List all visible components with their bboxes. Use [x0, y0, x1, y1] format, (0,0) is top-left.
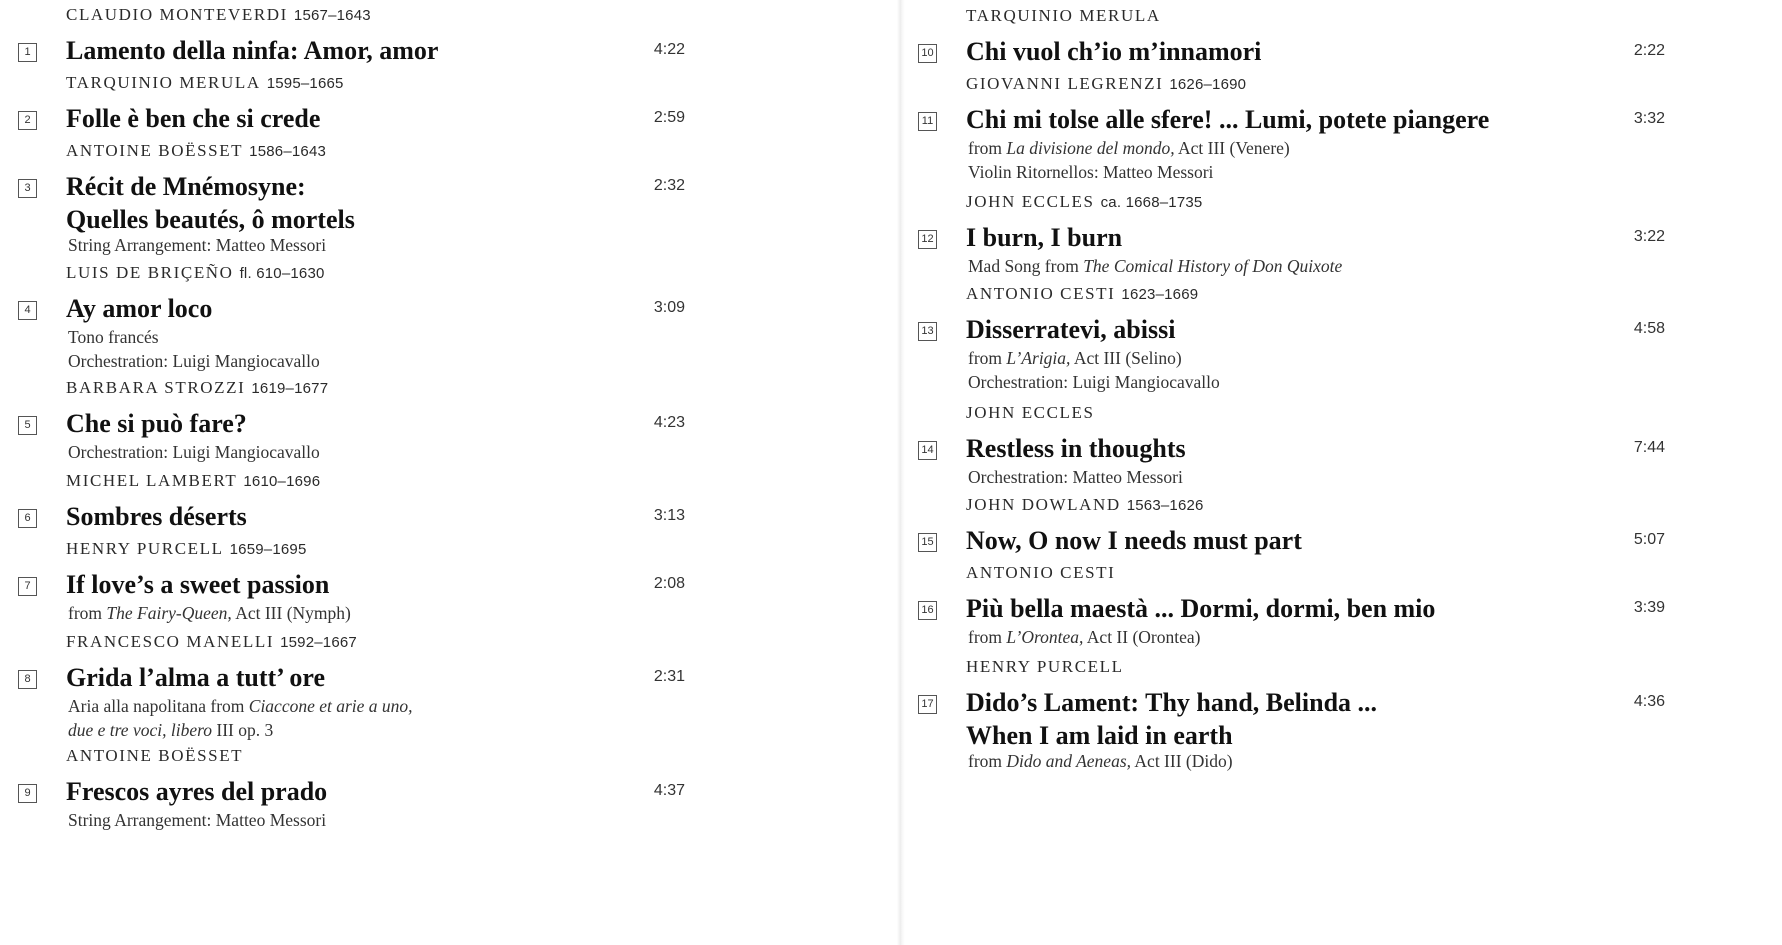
- note-text: from: [968, 138, 1007, 158]
- track-number-box: 2: [18, 111, 37, 130]
- track-number-box: 13: [918, 322, 937, 341]
- track-note: [68, 349, 320, 374]
- track-title-line: Sombres déserts: [66, 502, 247, 531]
- composer-name: [66, 539, 307, 559]
- track-duration: 2:08: [653, 575, 685, 592]
- track-title: [966, 432, 1186, 465]
- track-number-box: 15: [918, 533, 937, 552]
- track-title-line: Lamento della ninfa: Amor, amor: [66, 36, 439, 65]
- composer-dates: 1659–1695: [229, 541, 307, 558]
- composer-name: [966, 495, 1204, 515]
- track-title: [66, 500, 247, 533]
- track-number-box: 6: [18, 509, 37, 528]
- track-title-line: Che si può fare?: [66, 409, 247, 438]
- note-work-title: The Fairy-Queen,: [106, 603, 232, 623]
- track-note: [68, 718, 273, 743]
- track-title: [966, 35, 1261, 68]
- track-title-line: When I am laid in earth: [966, 721, 1233, 750]
- note-text: Mad Song from: [968, 256, 1084, 276]
- track-number-box: 8: [18, 670, 37, 689]
- track-duration: 4:23: [653, 414, 685, 431]
- composer-dates: 1595–1665: [266, 75, 344, 92]
- track-duration: 3:39: [1633, 599, 1665, 616]
- composer-name: [66, 632, 357, 652]
- composer-dates: 1626–1690: [1169, 76, 1247, 93]
- track-note: [968, 160, 1213, 185]
- track-duration: 7:44: [1633, 439, 1665, 456]
- composer-label: HENRY PURCELL: [66, 539, 224, 558]
- composer-dates: 1619–1677: [251, 380, 329, 397]
- track-note: [68, 808, 326, 833]
- composer-label: ANTONIO CESTI: [966, 563, 1116, 582]
- note-text: Orchestration: Matteo Messori: [968, 467, 1183, 487]
- track-note: [968, 254, 1342, 279]
- track-title: [66, 775, 327, 808]
- track-number-box: 10: [918, 44, 937, 63]
- note-text: Act III (Selino): [1070, 348, 1182, 368]
- track-duration: 4:58: [1633, 320, 1665, 337]
- note-text: from: [968, 627, 1007, 647]
- note-work-title: Dido and Aeneas,: [1006, 751, 1131, 771]
- composer-dates: 1610–1696: [243, 473, 321, 490]
- track-note: [68, 233, 326, 258]
- track-title-line: Folle è ben che si crede: [66, 104, 321, 133]
- track-number-box: 3: [18, 179, 37, 198]
- track-title-line: Disserratevi, abissi: [966, 315, 1176, 344]
- track-title-line: Più bella maestà ... Dormi, dormi, ben mio: [966, 594, 1436, 623]
- track-note: [68, 440, 320, 465]
- composer-dates: 1586–1643: [249, 143, 327, 160]
- composer-name: [966, 6, 1161, 26]
- note-text: from: [968, 751, 1007, 771]
- track-note: [68, 694, 413, 719]
- note-text: Orchestration: Luigi Mangiocavallo: [68, 442, 320, 462]
- composer-label: GIOVANNI LEGRENZI: [966, 74, 1164, 93]
- track-title: [966, 221, 1122, 254]
- composer-name: [966, 403, 1095, 423]
- track-note: [968, 625, 1200, 650]
- track-title: [966, 524, 1302, 557]
- composer-dates: 1623–1669: [1121, 286, 1199, 303]
- track-duration: 3:32: [1633, 110, 1665, 127]
- composer-label: ANTOINE BOËSSET: [66, 141, 244, 160]
- composer-label: ANTOINE BOËSSET: [66, 746, 244, 765]
- composer-label: CLAUDIO MONTEVERDI: [66, 5, 288, 24]
- track-title: [66, 407, 247, 440]
- composer-label: MICHEL LAMBERT: [66, 471, 238, 490]
- track-duration: 3:13: [653, 507, 685, 524]
- track-title-line: Récit de Mnémosyne:: [66, 172, 306, 201]
- composer-name: [66, 471, 320, 491]
- track-title: [66, 170, 355, 236]
- track-duration: 2:32: [653, 177, 685, 194]
- composer-name: [966, 192, 1202, 212]
- note-text: Act III (Venere): [1174, 138, 1290, 158]
- track-title: [66, 34, 438, 67]
- track-number-box: 5: [18, 416, 37, 435]
- composer-name: [66, 73, 344, 93]
- track-title: [66, 102, 320, 135]
- composer-label: FRANCESCO MANELLI: [66, 632, 275, 651]
- track-number-box: 7: [18, 577, 37, 596]
- note-text: Act III (Dido): [1131, 751, 1233, 771]
- note-text: III op. 3: [212, 720, 274, 740]
- track-number-box: 16: [918, 601, 937, 620]
- track-title-line: Ay amor loco: [66, 294, 213, 323]
- track-title-line: Frescos ayres del prado: [66, 777, 328, 806]
- track-duration: 2:22: [1633, 42, 1665, 59]
- track-number-box: 17: [918, 695, 937, 714]
- note-text: Orchestration: Luigi Mangiocavallo: [968, 372, 1220, 392]
- note-work-title: due e tre voci, libero: [68, 720, 212, 740]
- track-title-line: Dido’s Lament: Thy hand, Belinda ...: [966, 688, 1378, 717]
- track-number-box: 4: [18, 301, 37, 320]
- track-duration: 3:22: [1633, 228, 1665, 245]
- track-duration: 4:37: [653, 782, 685, 799]
- track-title-line: I burn, I burn: [966, 223, 1123, 252]
- track-duration: 4:22: [653, 41, 685, 58]
- track-title: [966, 103, 1489, 136]
- track-title: [966, 686, 1377, 752]
- note-text: from: [68, 603, 107, 623]
- track-title-line: Grida l’alma a tutt’ ore: [66, 663, 325, 692]
- composer-name: [966, 657, 1124, 677]
- composer-label: LUIS DE BRIÇEÑO: [66, 263, 234, 282]
- composer-name: [66, 141, 326, 161]
- note-text: Act III (Nymph): [231, 603, 351, 623]
- track-number-box: 9: [18, 784, 37, 803]
- track-number-box: 14: [918, 441, 937, 460]
- composer-dates: 1592–1667: [280, 634, 357, 651]
- track-title: [66, 292, 212, 325]
- composer-name: [966, 74, 1246, 94]
- note-text: String Arrangement: Matteo Messori: [68, 810, 327, 830]
- track-title-line: If love’s a sweet passion: [66, 570, 330, 599]
- composer-dates: ca. 1668–1735: [1100, 194, 1203, 211]
- note-text: Orchestration: Luigi Mangiocavallo: [68, 351, 320, 371]
- track-note: [68, 325, 159, 350]
- composer-name: [66, 746, 243, 766]
- composer-label: JOHN DOWLAND: [966, 495, 1121, 514]
- tracklist-left-column: [0, 0, 830, 945]
- composer-name: [66, 5, 371, 25]
- note-text: Aria alla napolitana from: [68, 696, 249, 716]
- note-work-title: La divisione del mondo,: [1006, 138, 1175, 158]
- composer-label: JOHN ECCLES: [966, 403, 1095, 422]
- note-work-title: L’Orontea,: [1006, 627, 1084, 647]
- track-note: [68, 601, 351, 626]
- note-work-title: L’Arigia,: [1006, 348, 1071, 368]
- note-text: from: [968, 348, 1007, 368]
- note-work-title: The Comical History of Don Quixote: [1083, 256, 1343, 276]
- track-duration: 4:36: [1633, 693, 1665, 710]
- composer-dates: fl. 610–1630: [239, 265, 325, 282]
- track-duration: 3:09: [653, 299, 685, 316]
- composer-dates: 1567–1643: [293, 7, 371, 24]
- track-duration: 2:31: [653, 668, 685, 685]
- composer-name: [966, 284, 1198, 304]
- track-title: [966, 313, 1175, 346]
- note-text: String Arrangement: Matteo Messori: [68, 235, 327, 255]
- note-text: Tono francés: [68, 327, 159, 347]
- composer-dates: 1563–1626: [1126, 497, 1204, 514]
- composer-label: BARBARA STROZZI: [66, 378, 246, 397]
- track-note: [968, 136, 1290, 161]
- track-title-line: Restless in thoughts: [966, 434, 1186, 463]
- track-title: [966, 592, 1435, 625]
- track-note: [968, 346, 1182, 371]
- track-note: [968, 749, 1233, 774]
- composer-label: TARQUINIO MERULA: [966, 6, 1161, 25]
- track-duration: 2:59: [653, 109, 685, 126]
- composer-label: HENRY PURCELL: [966, 657, 1124, 676]
- track-note: [968, 370, 1220, 395]
- tracklist-right-column: [900, 0, 1730, 945]
- note-text: Act II (Orontea): [1083, 627, 1201, 647]
- track-duration: 5:07: [1633, 531, 1665, 548]
- track-note: [968, 465, 1183, 490]
- note-work-title: Ciaccone et arie a uno,: [248, 696, 413, 716]
- track-title-line: Chi mi tolse alle sfere! ... Lumi, potete piangere: [966, 105, 1490, 134]
- track-number-box: 12: [918, 230, 937, 249]
- composer-label: JOHN ECCLES: [966, 192, 1095, 211]
- note-text: Violin Ritornellos: Matteo Messori: [968, 162, 1214, 182]
- track-number-box: 11: [918, 112, 937, 131]
- track-title: [66, 568, 329, 601]
- track-number-box: 1: [18, 43, 37, 62]
- composer-name: [966, 563, 1115, 583]
- track-title: [66, 661, 325, 694]
- composer-name: [66, 263, 325, 283]
- track-title-line: Quelles beautés, ô mortels: [66, 205, 355, 234]
- track-title-line: Chi vuol ch’io m’innamori: [966, 37, 1262, 66]
- composer-label: TARQUINIO MERULA: [66, 73, 261, 92]
- composer-label: ANTONIO CESTI: [966, 284, 1116, 303]
- composer-name: [66, 378, 328, 398]
- track-title-line: Now, O now I needs must part: [966, 526, 1302, 555]
